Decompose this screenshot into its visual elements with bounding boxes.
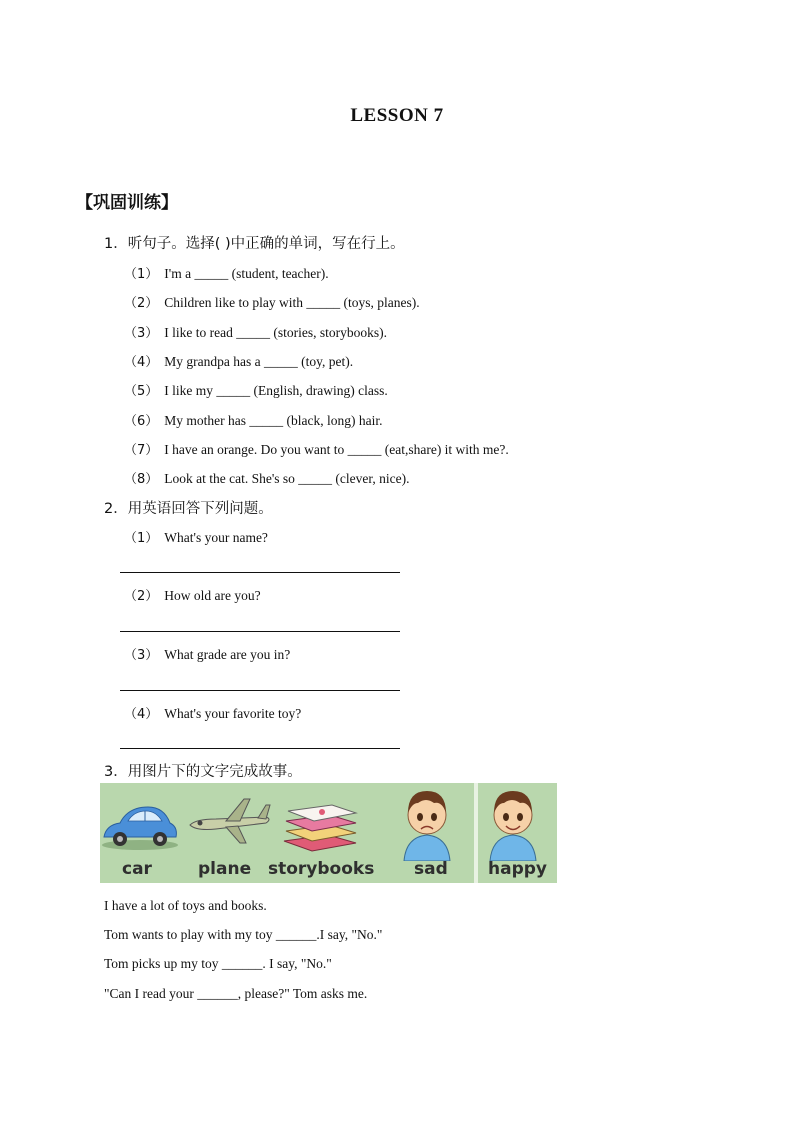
q2-item-3: （3） What grade are you in?: [124, 647, 291, 663]
q1-item-4: （4） My grandpa has a _____ (toy, pet).: [124, 354, 354, 370]
q1-item-1: （1） I'm a _____ (student, teacher).: [124, 266, 329, 282]
question-1-title: 1．听句子。选择( )中正确的单词，写在行上。: [104, 236, 405, 252]
q2-item-1: （1） What's your name?: [124, 530, 268, 546]
car-icon: [100, 797, 180, 855]
picture-label-car: car: [122, 859, 152, 879]
picture-divider: [474, 783, 478, 883]
answer-line-1[interactable]: [120, 572, 400, 573]
picture-label-happy: happy: [488, 859, 547, 879]
page-title: LESSON 7: [350, 105, 444, 126]
picture-label-storybooks: storybooks: [268, 859, 375, 879]
happy-boy-icon: [482, 785, 544, 861]
sad-boy-icon: [396, 785, 458, 861]
q2-item-2: （2） How old are you?: [124, 588, 261, 604]
answer-line-3[interactable]: [120, 690, 400, 691]
question-2-title: 2．用英语回答下列问题。: [104, 501, 273, 517]
answer-line-2[interactable]: [120, 631, 400, 632]
answer-line-4[interactable]: [120, 748, 400, 749]
q1-item-8: （8） Look at the cat. She's so _____ (clever, nice).: [124, 471, 410, 487]
story-line-3: Tom picks up my toy ______. I say, "No.": [104, 956, 332, 971]
picture-label-sad: sad: [414, 859, 448, 879]
q1-item-7: （7） I have an orange. Do you want to _____ (eat,share) it with me?.: [124, 442, 509, 458]
picture-label-plane: plane: [198, 859, 252, 879]
storybooks-icon: [278, 801, 360, 857]
q1-item-2: （2） Children like to play with _____ (toys, planes).: [124, 295, 420, 311]
section-heading: 【巩固训练】: [76, 193, 178, 213]
plane-icon: [186, 795, 274, 847]
story-line-1: I have a lot of toys and books.: [104, 898, 267, 913]
q1-item-3: （3） I like to read _____ (stories, storybooks).: [124, 325, 387, 341]
story-line-4: "Can I read your ______, please?" Tom asks me.: [104, 986, 368, 1001]
q2-item-4: （4） What's your favorite toy?: [124, 706, 302, 722]
story-line-2: Tom wants to play with my toy ______.I say, "No.": [104, 927, 383, 942]
question-3-title: 3．用图片下的文字完成故事。: [104, 764, 302, 780]
q1-item-5: （5） I like my _____ (English, drawing) class.: [124, 383, 388, 399]
q1-item-6: （6） My mother has _____ (black, long) hair.: [124, 413, 383, 429]
picture-strip: [100, 783, 557, 883]
